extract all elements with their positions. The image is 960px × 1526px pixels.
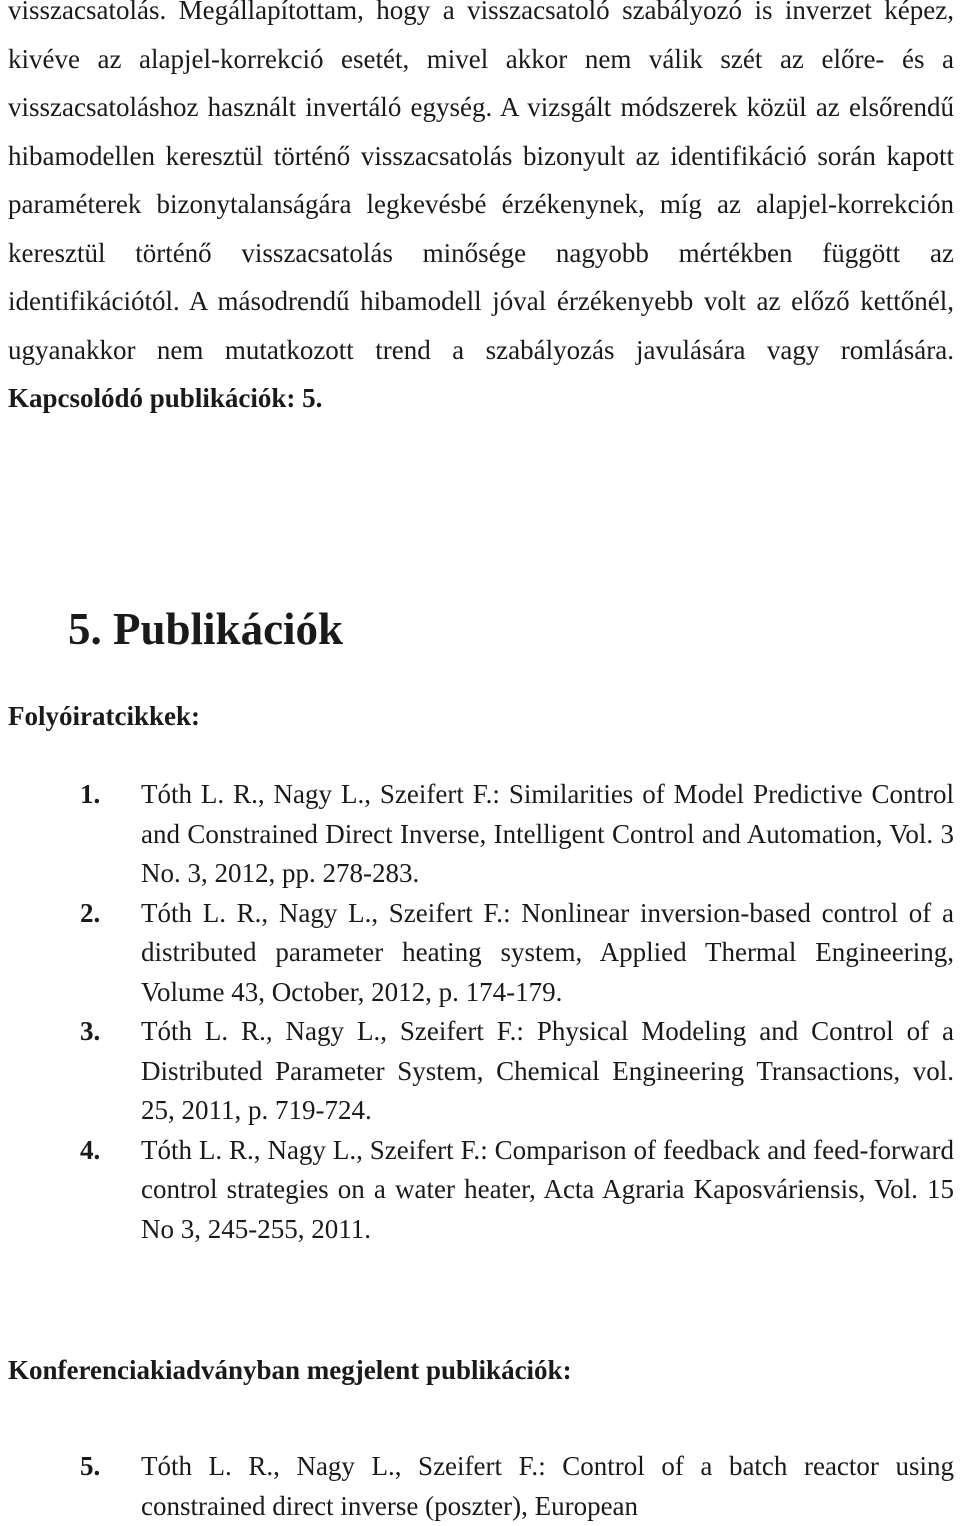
- item-authors: Tóth L. R., Nagy L., Szeifert F.: [141, 1451, 539, 1481]
- journal-heading: Folyóiratcikkek:: [8, 701, 200, 731]
- item-citation: : Control of a batch reactor using constrained direct inverse (poszter), European: [141, 1451, 954, 1521]
- journal-list: [0, 775, 960, 1249]
- item-number: 5.: [80, 1451, 101, 1481]
- item-citation: : Nonlinear inversion-based control of a distributed parameter heating system, Applied Thermal Engineering, Volume 43, October, 2012, p. 174-179.: [141, 897, 954, 1007]
- item-authors: Tóth L. R., Nagy L., Szeifert F.: [141, 1016, 517, 1046]
- conference-item-5: [0, 1447, 954, 1526]
- journal-item-2: [0, 894, 954, 1013]
- item-number: 3.: [80, 1016, 101, 1046]
- related-publications: Kapcsolódó publikációk: 5.: [8, 383, 323, 413]
- item-authors: Tóth L. R., Nagy L., Szeifert F.: [141, 1134, 481, 1165]
- journal-item-1: [0, 775, 954, 894]
- item-number: 4.: [80, 1134, 101, 1165]
- conference-list: [0, 1447, 960, 1526]
- item-number: 2.: [80, 897, 101, 928]
- intro-paragraph: [8, 0, 954, 423]
- journal-item-4: [0, 1131, 954, 1250]
- section-title: 5. Publikációk: [68, 604, 344, 654]
- item-authors: Tóth L. R., Nagy L., Szeifert F.: [141, 779, 493, 809]
- journal-item-3: [0, 1012, 954, 1131]
- item-citation: : Similarities of Model Predictive Control and Constrained Direct Inverse, Intelligent Control and Automation, Vol. 3 No. 3, 2012, pp. 278-283.: [141, 779, 955, 888]
- item-citation: : Physical Modeling and Control of a Distributed Parameter System, Chemical Engineering Transactions, vol. 25, 2011, p. 719-724.: [141, 1016, 955, 1125]
- item-authors: Tóth L. R., Nagy L., Szeifert F.: [141, 897, 504, 928]
- conference-heading: Konferenciakiadványban megjelent publikációk:: [8, 1355, 572, 1385]
- item-citation: : Comparison of feedback and feed-forward control strategies on a water heater, Acta Agraria Kaposváriensis, Vol. 15 No 3, 245-255, 2011.: [141, 1134, 954, 1244]
- intro-text: visszacsatolás. Megállapítottam, hogy a visszacsatoló szabályozó is inverzet képez, kivéve az alapjel-korrekció esetét, mivel akkor nem válik szét az előre- és a visszacsatoláshoz használt invertáló egység. A vizsgált módszerek közül az elsőrendű hibamodellen keresztül történő visszacsatolás bizonyult az identifikáció során kapott paraméterek bizonytalanságára legkevésbé érzékenynek, míg az alapjel-korrekción keresztül történő visszacsatolás minősége nagyobb mértékben függött az identifikációtól. A másodrendű hibamodell jóval érzékenyebb volt az előző kettőnél, ugyanakkor nem mutatkozott trend a szabályozás javulására vagy romlására.: [8, 0, 954, 365]
- item-number: 1.: [80, 779, 101, 809]
